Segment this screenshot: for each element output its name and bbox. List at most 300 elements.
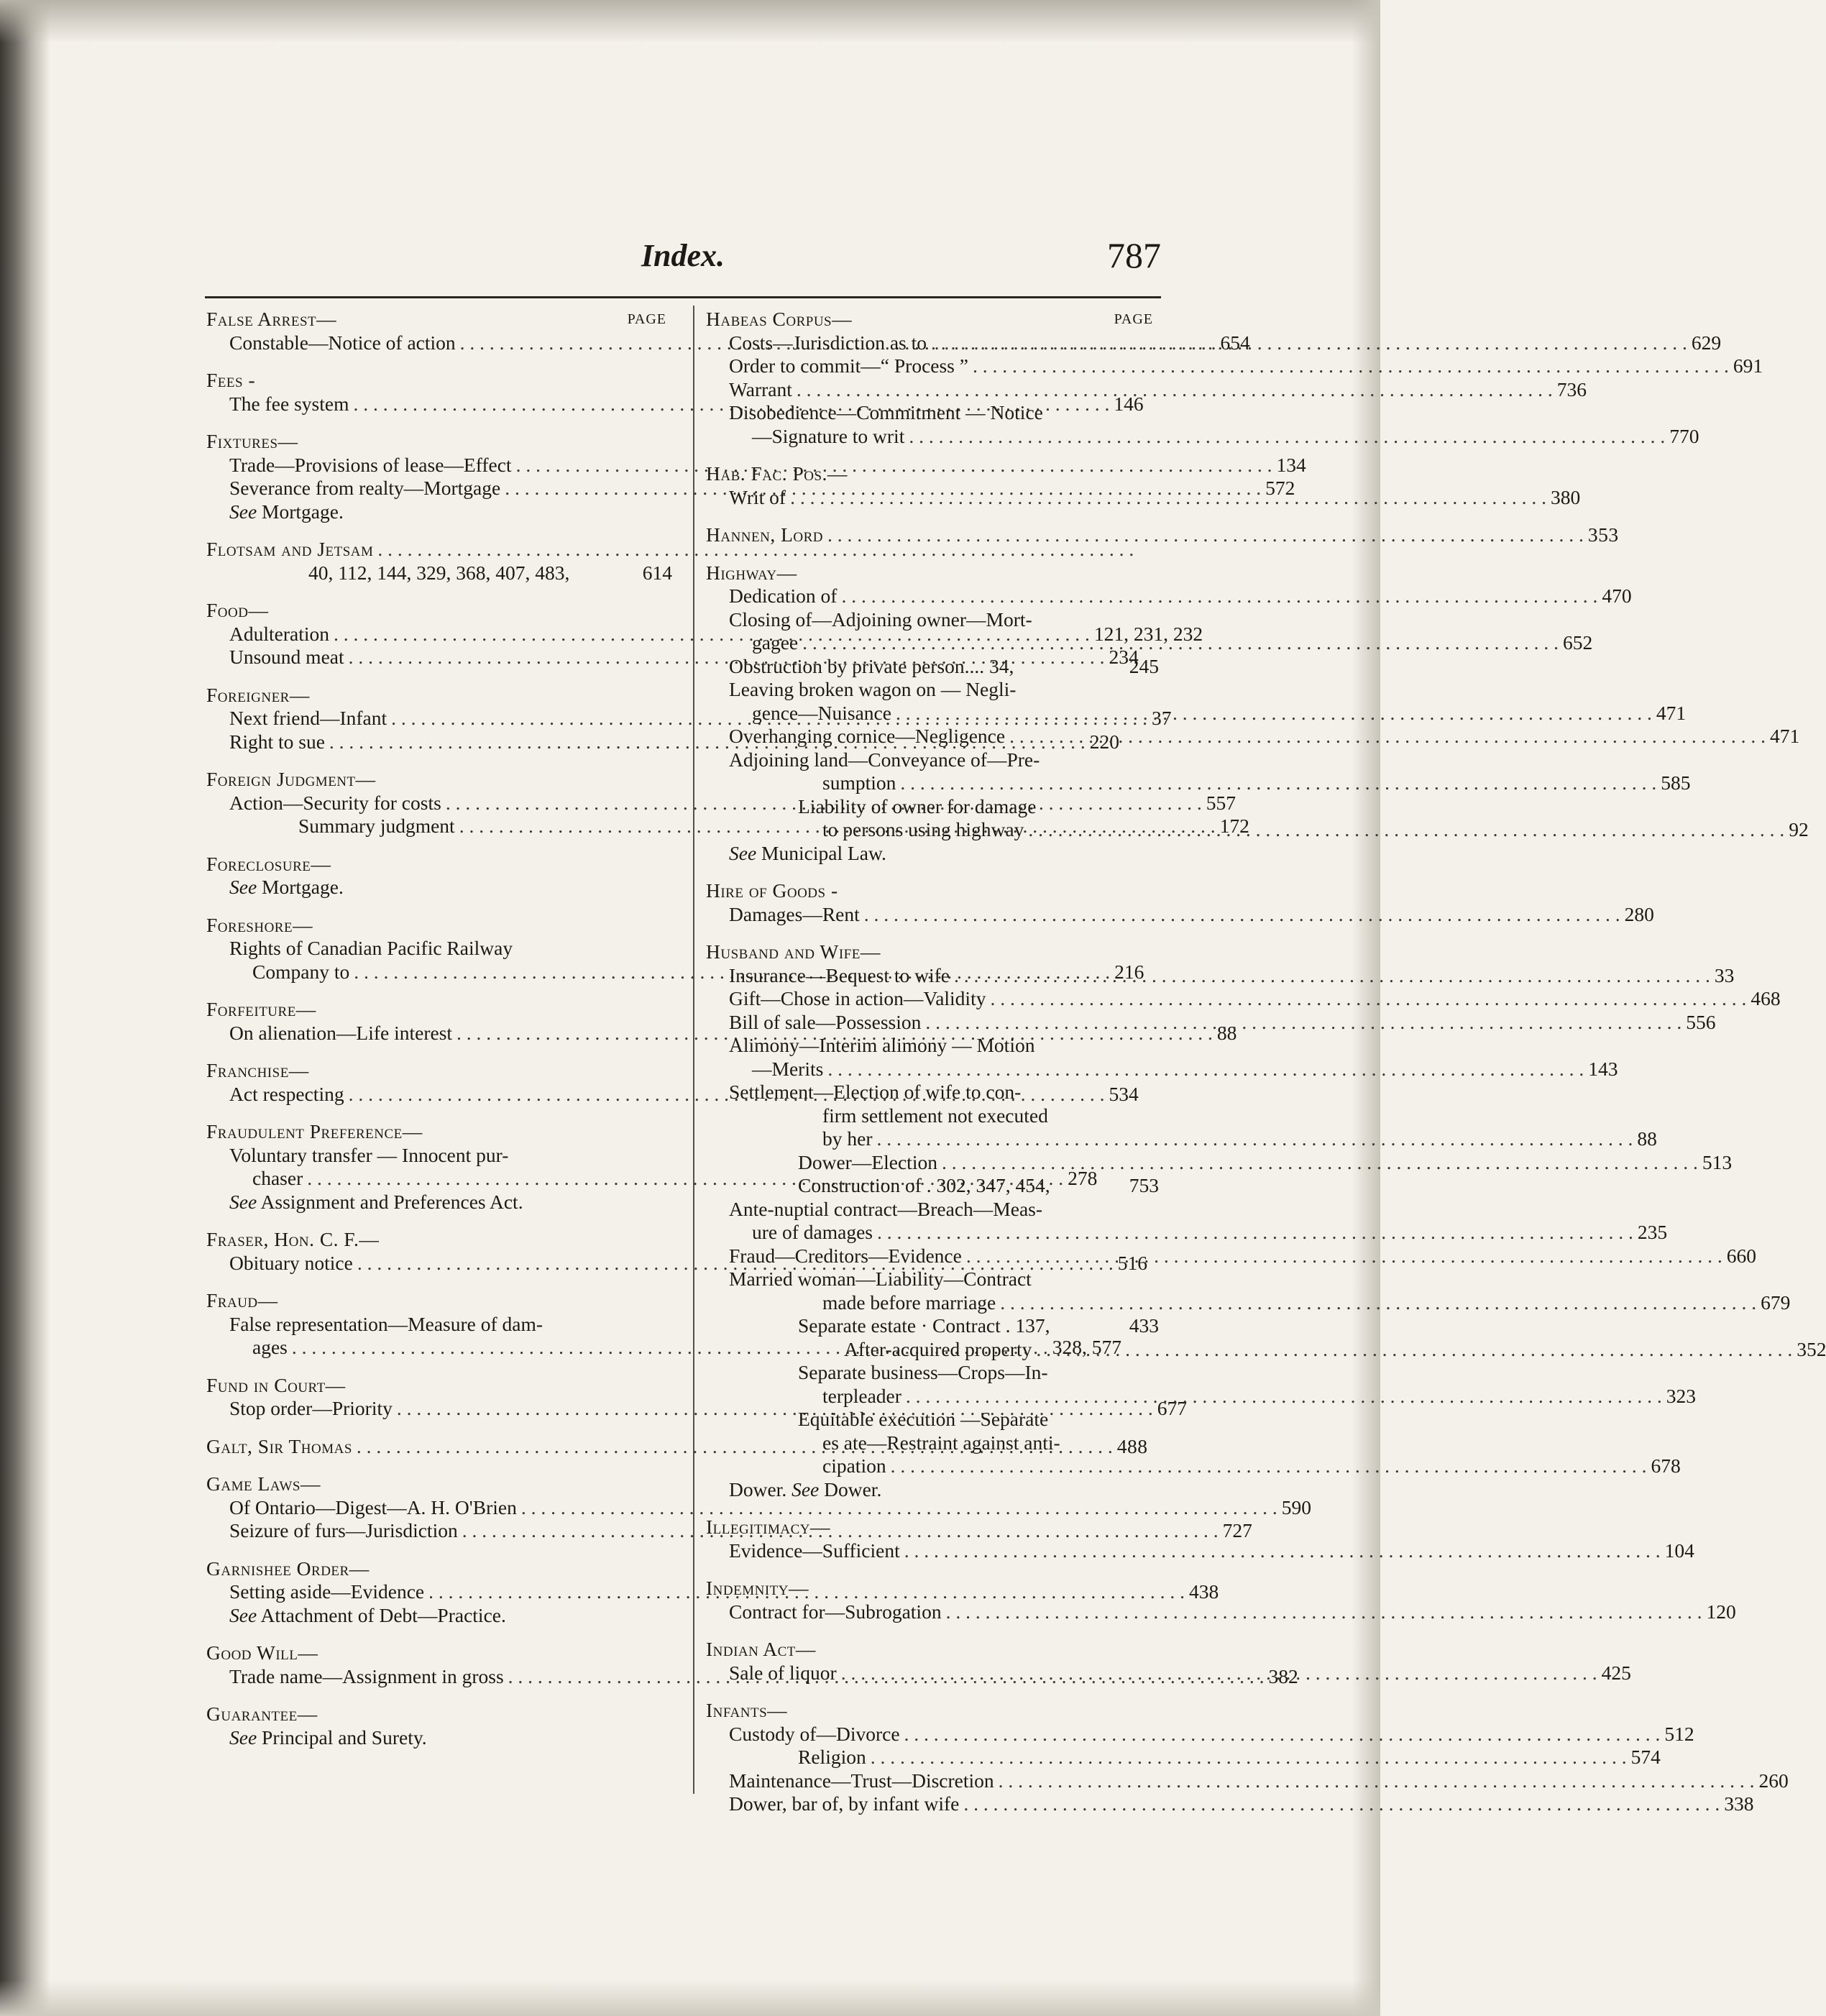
subentry-text: gence—Nuisance xyxy=(752,701,891,724)
index-subentry xyxy=(706,1127,1657,1151)
page-ref: 654 xyxy=(1220,331,1250,354)
index-heading xyxy=(706,1699,1159,1723)
subentry-text: Evidence—Sufficient xyxy=(729,1539,900,1562)
scan-top-edge xyxy=(0,0,1380,43)
subentry-text: Stop order—Priority xyxy=(229,1397,393,1419)
page-ref: 736 xyxy=(1556,377,1587,400)
subentry-text: cipation xyxy=(822,1454,886,1477)
index-heading xyxy=(206,1374,672,1398)
index-subentry xyxy=(206,937,672,961)
subentry-text: sumption xyxy=(822,771,896,794)
index-heading xyxy=(206,1472,672,1496)
index-subentry xyxy=(706,1034,1159,1058)
page-ref: 512 xyxy=(1664,1722,1694,1745)
page-ref: 727 xyxy=(1222,1519,1252,1541)
index-entry xyxy=(206,1703,672,1749)
subentry-text: Summary judgment xyxy=(298,815,455,837)
heading-text: Foreign Judgment— xyxy=(206,768,376,790)
index-subentry xyxy=(706,963,1735,988)
subentry-text: Severance from realty—Mortgage xyxy=(229,477,501,499)
page-ref: 216 xyxy=(1114,960,1144,983)
page-number: 787 xyxy=(1107,235,1161,275)
index-subentry xyxy=(706,902,1654,927)
dot-leader xyxy=(925,1011,1682,1035)
subentry-text: See Municipal Law. xyxy=(729,841,886,864)
index-subentry xyxy=(706,771,1691,795)
index-heading xyxy=(706,1516,1159,1539)
heading-text: Indian Act— xyxy=(706,1638,816,1660)
page-ref: 516 xyxy=(1117,1251,1147,1274)
subentry-text: Act respecting xyxy=(229,1082,344,1105)
index-heading xyxy=(706,462,1159,486)
index-subentry xyxy=(706,655,1159,679)
dot-leader xyxy=(790,486,1546,510)
subentry-text: Overhanging cornice—Negligence xyxy=(729,725,1006,747)
subentry-text: Separate estate · Contract . 137, xyxy=(798,1314,1050,1337)
subentry-text: Costs—Jurisdiction as to xyxy=(729,331,927,354)
subentry-text: by her xyxy=(822,1127,873,1150)
index-heading xyxy=(706,1638,1159,1662)
heading-text: Highway— xyxy=(706,561,797,584)
subentry-text: Ante-nuptial contract—Breach—Meas- xyxy=(729,1197,1043,1220)
page-ref: 574 xyxy=(1630,1746,1661,1768)
subentry-text: See Mortgage. xyxy=(229,500,344,523)
index-subentry xyxy=(706,725,1800,748)
page-ref: 172 xyxy=(1219,815,1249,837)
heading-text: Fixtures— xyxy=(206,430,298,452)
heading-text: Habeas Corpus— xyxy=(706,308,853,330)
dot-leader xyxy=(954,964,1710,988)
page-ref: 104 xyxy=(1664,1539,1694,1562)
index-subentry xyxy=(706,1361,1159,1385)
heading-text: Good Will— xyxy=(206,1641,318,1664)
heading-text: Hab. Fac. Pos.— xyxy=(706,462,848,485)
page-ref: 245 xyxy=(1129,654,1159,677)
page-ref: 572 xyxy=(1265,477,1295,499)
index-subentry xyxy=(706,354,1763,378)
page-ref: 678 xyxy=(1651,1454,1681,1477)
index-heading xyxy=(206,684,672,707)
dot-leader xyxy=(942,1151,1698,1175)
index-heading xyxy=(706,308,1159,331)
subentry-text: gagee xyxy=(752,631,799,654)
page-ref: 323 xyxy=(1666,1384,1697,1407)
page-ref: 557 xyxy=(1206,791,1236,814)
index-heading xyxy=(706,562,1159,585)
index-entry xyxy=(706,879,1654,926)
index-subentry xyxy=(706,1454,1681,1478)
page-ref: 488 xyxy=(1116,1434,1148,1457)
index-subentry xyxy=(206,562,672,585)
index-heading xyxy=(206,1703,672,1726)
subentry-text: chaser xyxy=(252,1167,303,1189)
subentry-text: Warrant xyxy=(729,377,792,400)
index-subentry xyxy=(706,842,1159,866)
index-subentry xyxy=(706,1198,1159,1222)
subentry-text: Obituary notice xyxy=(229,1251,353,1274)
page-ref: 352 xyxy=(1797,1337,1826,1360)
dot-leader xyxy=(896,702,1652,725)
index-heading xyxy=(206,1120,672,1144)
index-heading xyxy=(206,914,672,938)
index-subentry xyxy=(706,1408,1159,1431)
subentry-text: Order to commit—“ Process ” xyxy=(729,354,968,377)
index-heading xyxy=(206,1059,672,1083)
heading-text: Husband and Wife— xyxy=(706,940,881,963)
page-ref: 534 xyxy=(1109,1082,1139,1105)
heading-text: Guarantee— xyxy=(206,1703,318,1725)
index-heading xyxy=(206,599,672,623)
page-ref: 677 xyxy=(1157,1397,1187,1419)
heading-text: False Arrest— xyxy=(206,308,337,330)
page-ref: 134 xyxy=(1276,453,1306,476)
dot-leader xyxy=(1036,1338,1792,1362)
heading-text: Illegitimacy— xyxy=(706,1516,830,1538)
index-heading xyxy=(706,879,1159,903)
dot-leader xyxy=(966,1245,1722,1268)
subentry-text: Insurance—Bequest to wife xyxy=(729,963,950,986)
subentry-text: ages xyxy=(252,1336,288,1358)
dot-leader xyxy=(904,1723,1661,1746)
page-ref: 425 xyxy=(1601,1661,1631,1684)
dot-leader xyxy=(1028,818,1784,842)
index-subentry xyxy=(706,748,1159,772)
page-ref: 338 xyxy=(1724,1792,1754,1815)
dot-leader xyxy=(871,1746,1627,1769)
header-rule xyxy=(205,296,1161,298)
index-subentry xyxy=(706,1174,1159,1198)
index-entry xyxy=(206,538,672,585)
index-subentry xyxy=(706,795,1159,819)
index-heading xyxy=(206,538,672,562)
heading-text: Fraser, Hon. C. F.— xyxy=(206,1228,380,1250)
index-subentry xyxy=(706,1600,1736,1624)
subentry-text: Dower, bar of, by infant wife xyxy=(729,1792,960,1815)
dot-leader xyxy=(931,331,1687,355)
subentry-text: Of Ontario—Digest—A. H. O'Brien xyxy=(229,1495,517,1518)
page-ref: 92 xyxy=(1789,818,1809,840)
subentry-text: Alimony—Interim alimony — Motion xyxy=(729,1034,1035,1056)
index-heading xyxy=(206,768,672,792)
page-ref: 37 xyxy=(1152,707,1172,729)
dot-leader xyxy=(1009,725,1766,748)
index-heading xyxy=(206,369,672,393)
dot-leader xyxy=(841,1662,1597,1685)
subentry-text: firm settlement not executed xyxy=(822,1104,1048,1127)
subentry-text: to persons using highway xyxy=(822,818,1024,840)
page-ref: 121, 231, 232 xyxy=(1093,622,1203,645)
subentry-text: Equitable execution —Separate xyxy=(798,1408,1049,1430)
page-ref: 770 xyxy=(1669,424,1699,447)
dot-leader xyxy=(802,631,1559,655)
index-subentry xyxy=(206,876,672,899)
index-subentry xyxy=(706,585,1632,608)
index-subentry xyxy=(706,1769,1789,1793)
page-ref: 328, 577 xyxy=(1052,1336,1121,1358)
dot-leader xyxy=(841,585,1597,608)
heading-text: Foreigner— xyxy=(206,683,310,706)
index-subentry xyxy=(706,678,1159,702)
subentry-text: On alienation—Life interest xyxy=(229,1021,453,1044)
heading-text: Game Laws— xyxy=(206,1472,321,1495)
subentry-text: Seizure of furs—Jurisdiction xyxy=(229,1519,458,1541)
heading-text: Foreshore— xyxy=(206,913,313,936)
heading-text: Food— xyxy=(206,599,269,621)
subentry-text: Liability of owner for damage xyxy=(798,794,1037,817)
subentry-text: Maintenance—Trust—Discretion xyxy=(729,1769,994,1792)
index-entry xyxy=(706,1699,1789,1816)
see-reference: See xyxy=(229,876,257,898)
subentry-text: Voluntary transfer — Innocent pur- xyxy=(229,1143,509,1166)
index-subentry xyxy=(706,1268,1159,1291)
index-subentry xyxy=(206,1313,672,1337)
subentry-text: ure of damages xyxy=(752,1221,873,1243)
index-subentry xyxy=(706,1057,1618,1081)
page-ref: 679 xyxy=(1761,1291,1791,1314)
dot-leader xyxy=(906,1385,1662,1408)
dot-leader xyxy=(990,987,1746,1011)
heading-text: Infants— xyxy=(706,1699,788,1721)
subentry-text: made before marriage xyxy=(822,1291,996,1314)
index-subentry xyxy=(206,1495,1311,1520)
index-heading xyxy=(706,940,1159,964)
page-header xyxy=(205,237,1161,288)
index-subentry xyxy=(706,1244,1756,1268)
subentry-text: Rights of Canadian Pacific Railway xyxy=(229,937,513,959)
index-subentry xyxy=(706,424,1699,449)
page-ref: 143 xyxy=(1588,1057,1618,1080)
page-ref: 278 xyxy=(1068,1167,1098,1189)
dot-leader xyxy=(827,1058,1584,1081)
page-ref: 235 xyxy=(1637,1221,1668,1243)
page-column-label: PAGE xyxy=(627,311,666,327)
heading-text: Foreclosure— xyxy=(206,852,331,875)
page-ref: 433 xyxy=(1129,1314,1159,1337)
subentry-text: See Attachment of Debt—Practice. xyxy=(229,1603,506,1626)
page-ref: 590 xyxy=(1281,1495,1311,1518)
page-ref: 513 xyxy=(1702,1150,1733,1173)
index-entry xyxy=(706,523,1619,547)
index-subentry xyxy=(206,1191,672,1214)
subentry-text: 40, 112, 144, 329, 368, 407, 483, xyxy=(308,561,570,584)
dot-leader xyxy=(973,354,1729,378)
subentry-text: Dower—Election xyxy=(798,1150,937,1173)
index-heading xyxy=(206,1228,672,1252)
subentry-text: Company to xyxy=(252,960,350,983)
subentry-text: See Assignment and Preferences Act. xyxy=(229,1190,523,1213)
heading-text: Indemnity— xyxy=(706,1577,809,1599)
page-ref: 614 xyxy=(642,561,672,584)
heading-text: Fraudulent Preference— xyxy=(206,1120,423,1142)
heading-text: Flotsam and Jetsam xyxy=(206,538,374,560)
column-divider xyxy=(693,306,694,1794)
page-ref: 585 xyxy=(1661,771,1691,794)
page-ref: 660 xyxy=(1726,1244,1756,1267)
dot-leader xyxy=(891,1454,1647,1478)
subentry-text: Obstruction by private person.... 34, xyxy=(729,654,1014,677)
page-ref: 280 xyxy=(1624,902,1654,925)
dot-leader xyxy=(900,771,1656,795)
heading-text: Hire of Goods - xyxy=(706,879,838,902)
page-ref: 260 xyxy=(1758,1769,1789,1792)
page-ref: 471 xyxy=(1656,701,1687,724)
page-ref: 353 xyxy=(1587,523,1619,546)
subentry-text: Trade name—Assignment in gross xyxy=(229,1664,504,1687)
subentry-text: Fraud—Creditors—Evidence xyxy=(729,1244,962,1267)
index-subentry xyxy=(706,401,1159,425)
page-ref: 438 xyxy=(1188,1580,1219,1603)
index-subentry xyxy=(706,1722,1694,1746)
page-ref: 120 xyxy=(1706,1600,1736,1623)
index-heading xyxy=(206,308,672,331)
see-reference: See xyxy=(229,1603,257,1626)
subentry-text: Contract for—Subrogation xyxy=(729,1600,942,1623)
heading-text: Franchise— xyxy=(206,1059,309,1081)
see-reference: See xyxy=(729,841,757,864)
index-subentry xyxy=(206,1604,672,1628)
page-ref: 691 xyxy=(1733,354,1763,377)
index-subentry xyxy=(706,1337,1826,1362)
page-ref: 753 xyxy=(1129,1174,1159,1196)
dot-leader xyxy=(1000,1291,1756,1315)
subentry-text: After-acquired property xyxy=(844,1337,1032,1360)
dot-leader xyxy=(904,1539,1661,1563)
subentry-text: Sale of liquor xyxy=(729,1661,837,1684)
subentry-text: Adulteration xyxy=(229,622,329,645)
subentry-text: —Signature to writ xyxy=(752,424,905,447)
heading-text: Forfeiture— xyxy=(206,998,316,1020)
index-heading xyxy=(206,1557,672,1581)
dot-leader xyxy=(999,1769,1755,1793)
heading-text: Hannen, Lord xyxy=(706,523,824,546)
index-subentry xyxy=(206,1726,672,1750)
subentry-text: —Merits xyxy=(752,1057,824,1080)
subentry-text: False representation—Measure of dam- xyxy=(229,1312,543,1335)
page-ref: 556 xyxy=(1686,1010,1716,1033)
subentry-text: Leaving broken wagon on — Negli- xyxy=(729,678,1017,700)
index-subentry xyxy=(706,1792,1754,1816)
subentry-text: Writ of xyxy=(729,485,786,508)
page-ref: 629 xyxy=(1691,331,1722,354)
subentry-text: Dedication of xyxy=(729,585,838,607)
page-ref: 88 xyxy=(1216,1021,1237,1044)
see-reference: See xyxy=(229,1726,257,1749)
page-ref: 146 xyxy=(1114,392,1144,415)
page-ref: 33 xyxy=(1714,963,1735,986)
subentry-text: Bill of sale—Possession xyxy=(729,1010,922,1033)
page-ref: 652 xyxy=(1563,631,1593,654)
subentry-text: Disobedience—Commitment — Notice xyxy=(729,401,1043,423)
page-ref: 88 xyxy=(1637,1127,1657,1150)
see-reference: See xyxy=(229,1190,257,1213)
page-ref: 220 xyxy=(1089,730,1120,753)
subentry-text: Constable—Notice of action xyxy=(229,331,456,354)
index-subentry xyxy=(706,1746,1661,1769)
subentry-text: Gift—Chose in action—Validity xyxy=(729,987,986,1009)
subentry-text: Next friend—Infant xyxy=(229,707,387,729)
subentry-text: es ate—Restraint against anti- xyxy=(822,1431,1060,1454)
subentry-text: Closing of—Adjoining owner—Mort- xyxy=(729,608,1032,631)
index-subentry xyxy=(706,1291,1791,1315)
index-subentry xyxy=(706,1221,1668,1245)
see-reference: See xyxy=(792,1477,820,1500)
subentry-text: Religion xyxy=(798,1746,866,1768)
index-subentry xyxy=(706,1431,1159,1455)
subentry-text: Trade—Provisions of lease—Effect xyxy=(229,453,512,476)
dot-leader xyxy=(909,425,1665,449)
subentry-text: Custody of—Divorce xyxy=(729,1722,900,1745)
page-ref: 380 xyxy=(1550,485,1581,508)
index-subentry xyxy=(706,1314,1159,1338)
subentry-text: Settlement—Election of wife to con- xyxy=(729,1081,1022,1103)
index-heading xyxy=(706,1577,1159,1600)
subentry-text: See Mortgage. xyxy=(229,876,344,898)
subentry-text: Unsound meat xyxy=(229,646,344,668)
index-heading xyxy=(206,853,672,876)
page-ref: 470 xyxy=(1602,585,1632,607)
subentry-text: Adjoining land—Conveyance of—Pre- xyxy=(729,748,1040,771)
dot-leader xyxy=(797,378,1553,402)
dot-leader xyxy=(877,1221,1633,1245)
page-ref: 471 xyxy=(1769,725,1800,747)
scan-binding-edge xyxy=(0,0,50,2016)
subentry-text: Construction of . 302, 347, 454, xyxy=(798,1174,1050,1196)
page-ref: 234 xyxy=(1109,646,1139,668)
index-subentry xyxy=(206,500,672,524)
dot-leader xyxy=(827,523,1584,547)
subentry-text: Married woman—Liability—Contract xyxy=(729,1268,1032,1290)
scan-bottom-edge xyxy=(0,1980,1380,2016)
index-heading xyxy=(206,998,672,1022)
index-subentry xyxy=(706,1081,1159,1104)
index-subentry xyxy=(706,1104,1159,1128)
subentry-text: See Principal and Surety. xyxy=(229,1726,427,1749)
subentry-text: Setting aside—Evidence xyxy=(229,1580,425,1603)
index-heading xyxy=(206,1641,672,1665)
page-column-label: PAGE xyxy=(1114,311,1153,327)
index-subentry xyxy=(706,987,1781,1011)
heading-text: Fees - xyxy=(206,369,256,391)
dot-leader xyxy=(946,1600,1702,1624)
subentry-text: Action—Security for costs xyxy=(229,791,441,814)
index-heading xyxy=(706,523,1619,547)
heading-text: Fraud— xyxy=(206,1289,278,1311)
dot-leader xyxy=(864,903,1620,927)
index-subentry xyxy=(706,1478,1159,1502)
subentry-text: terpleader xyxy=(822,1384,901,1407)
dot-leader xyxy=(963,1792,1720,1816)
subentry-text: The fee system xyxy=(229,392,349,415)
see-reference: See xyxy=(229,500,257,523)
index-heading xyxy=(206,430,672,454)
index-subentry xyxy=(706,608,1159,632)
index-heading xyxy=(206,1289,672,1313)
running-title: Index. xyxy=(641,238,725,273)
subentry-text: Damages—Rent xyxy=(729,902,860,925)
dot-leader xyxy=(877,1127,1633,1151)
page-ref: 382 xyxy=(1268,1664,1298,1687)
subentry-text: Right to sue xyxy=(229,730,325,753)
page-ref: 468 xyxy=(1751,987,1781,1009)
index-subentry xyxy=(706,1539,1694,1563)
heading-text: Garnishee Order— xyxy=(206,1557,370,1580)
subentry-text: Dower. See Dower. xyxy=(729,1477,882,1500)
index-subentry xyxy=(706,377,1587,402)
index-subentry xyxy=(706,1150,1733,1175)
heading-text: Galt, Sir Thomas xyxy=(206,1434,352,1457)
index-entry xyxy=(206,853,672,899)
heading-text: Fund in Court— xyxy=(206,1373,346,1396)
